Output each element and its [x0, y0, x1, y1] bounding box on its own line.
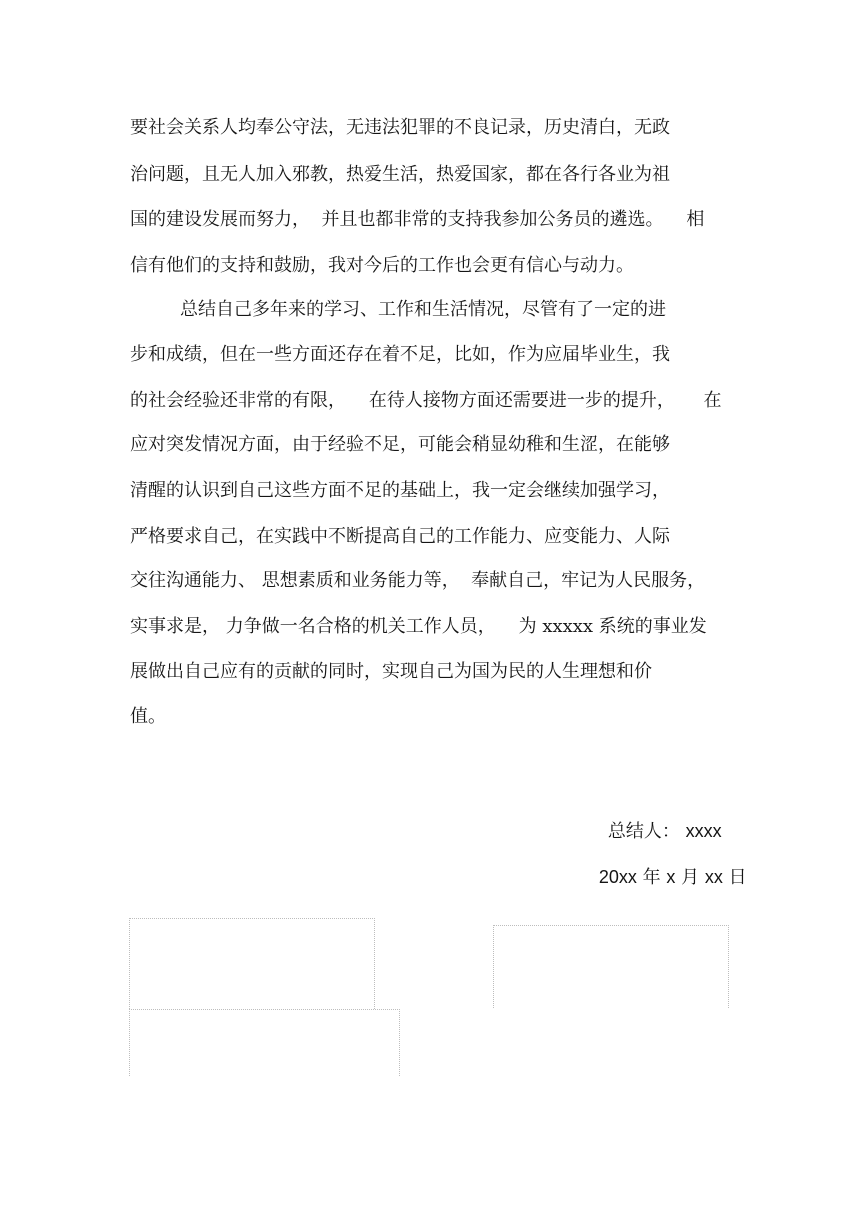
paragraph2-line-4: 应对突发情况方面，由于经验不足，可能会稍显幼稚和生涩，在能够: [130, 434, 670, 455]
empty-box-top-right: [493, 925, 729, 1008]
date-year: 20xx: [598, 867, 637, 887]
paragraph2-line-10: 值。: [130, 706, 166, 727]
paragraph2-line-2: 步和成绩，但在一些方面还存在着不足，比如，作为应届毕业生，我: [130, 344, 670, 365]
paragraph1-line-1: 要社会关系人均奉公守法，无违法犯罪的不良记录，历史清白，无政: [130, 117, 670, 138]
paragraph1-line-3: 国的建设发展而努力， 并且也都非常的支持我参加公务员的遴选。 相: [130, 209, 705, 230]
paragraph2-line-7: 交往沟通能力、 思想素质和业务能力等， 奉献自己，牢记为人民服务，: [130, 570, 706, 591]
paragraph2-line-5: 清醒的认识到自己这些方面不足的基础上，我一定会继续加强学习，: [130, 480, 670, 501]
date-year-char: 年: [642, 867, 661, 888]
paragraph2-line-3: 的社会经验还非常的有限， 在待人接物方面还需要进一步的提升， 在: [130, 390, 722, 411]
empty-box-top-left: [129, 918, 375, 1009]
paragraph2-line-6: 严格要求自己，在实践中不断提高自己的工作能力、应变能力、人际: [130, 526, 670, 547]
date-month: x: [666, 867, 676, 887]
paragraph1-line-4: 信有他们的支持和鼓励，我对今后的工作也会更有信心与动力。: [130, 255, 634, 276]
paragraph2-line-9: 展做出自己应有的贡献的同时，实现自己为国为民的人生理想和价: [130, 661, 652, 682]
signature-label: 总结人：: [607, 821, 680, 842]
date-month-char: 月: [681, 867, 700, 888]
date-day-char: 日: [728, 867, 747, 888]
signature-date: [576, 841, 747, 914]
paragraph2-line-8: 实事求是， 力争做一名合格的机关工作人员， 为 xxxxx 系统的事业发: [130, 616, 707, 637]
paragraph2-line-1: 总结自己多年来的学习、工作和生活情况，尽管有了一定的进: [180, 299, 666, 320]
empty-box-bottom-left: [129, 1009, 400, 1076]
date-day: xx: [704, 867, 723, 887]
signature-name: xxxx: [685, 821, 722, 841]
paragraph1-line-2: 治问题，且无人加入邪教，热爱生活，热爱国家，都在各行各业为祖: [130, 164, 670, 185]
